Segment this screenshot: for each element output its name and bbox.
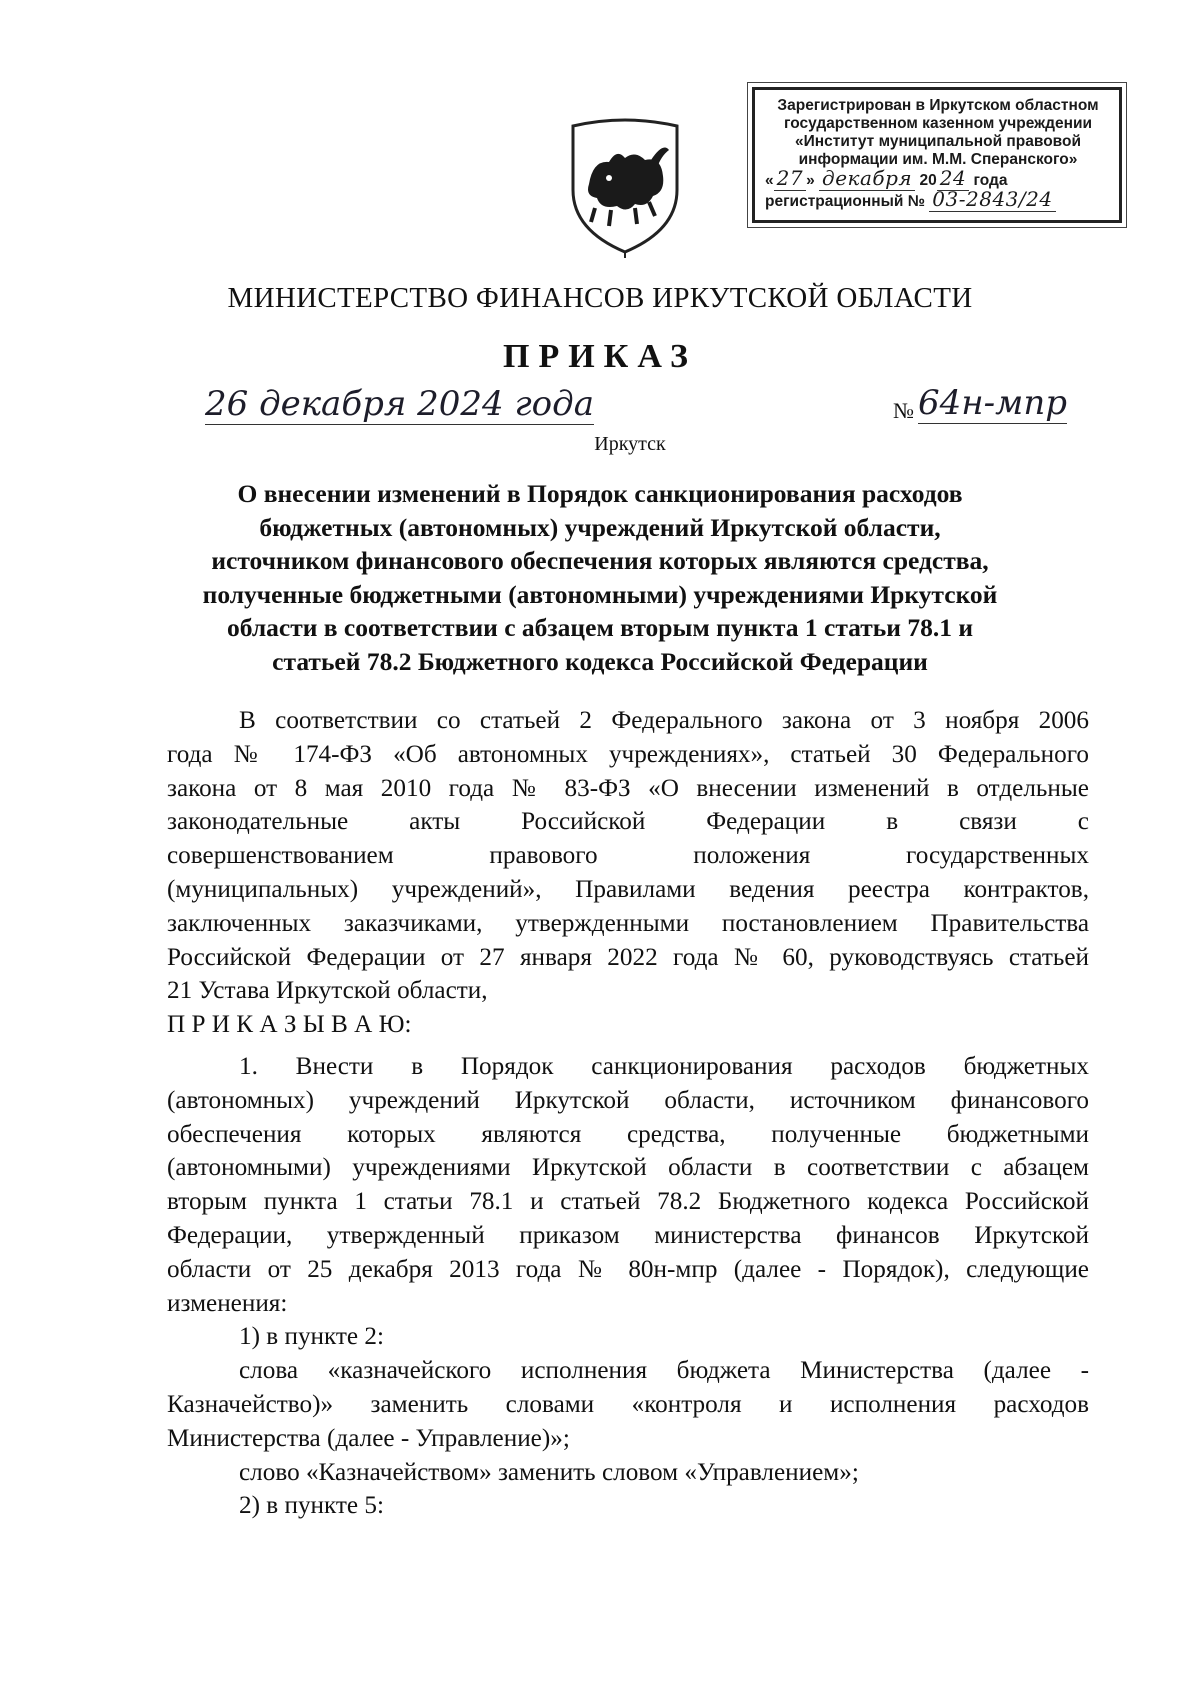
subitem-1-heading: 1) в пункте 2: [239,1323,385,1351]
preamble-line: совершенствованием правового положения государственных [167,842,1089,870]
item-1-line: 1. Внести в Порядок санкционирования расходов бюджетных [239,1053,1089,1080]
item-1-paragraph [167,1050,1089,1523]
subitem-1-line: слово «Казначейством» заменить словом «Управлением»; [239,1458,859,1486]
title-line: статьей 78.2 Бюджетного кодекса Российской Федерации [272,646,928,676]
registration-stamp [752,87,1122,223]
order-number-handwritten: 64н-мпр [918,383,1067,423]
item-1-line: вторым пункта 1 статьи 78.1 и статьей 78.2 Бюджетного кодекса Российской [167,1188,1089,1216]
item-1-line: Федерации, утвержденный приказом министерства финансов Иркутской [167,1221,1089,1249]
document-type: ПРИКАЗ [503,338,697,375]
title-line: области в соответствии с абзацем вторым пункта 1 статьи 78.1 и [226,613,974,642]
subitem-1-line: Казначейство)» заменить словами «контроля и исполнения расходов [167,1390,1089,1418]
stamp-reg-line [765,187,1111,211]
stamp-date-quote-open: « [765,172,774,189]
stamp-line: Зарегистрирован в Иркутском областном [777,97,1099,114]
stamp-date-day: 27 [774,166,806,191]
stamp-year-word: года [973,172,1008,189]
subitem-2-heading: 2) в пункте 5: [239,1492,385,1520]
coat-of-arms-emblem [565,112,685,260]
order-number-prefix: № [893,398,914,423]
preamble-line: (муниципальных) учреждений», Правилами ведения реестра контрактов, [167,875,1089,903]
subitem-1-line: слова «казначейского исполнения бюджета Министерства (далее - [239,1357,1089,1385]
stamp-date-quote-close: » [806,172,815,189]
stamp-line: «Институт муниципальной правовой [795,133,1081,150]
title-line: источником финансового обеспечения которых являются средства, [211,546,989,575]
title-line: О внесении изменений в Порядок санкционирования расходов [237,479,963,508]
city-name: Иркутск [594,433,666,455]
stamp-reg-label: регистрационный № [765,193,925,210]
preamble-line: законодательные акты Российской Федерации в связи с [167,808,1089,836]
item-1-line: изменения: [167,1289,288,1317]
ministry-name: МИНИСТЕРСТВО ФИНАНСОВ ИРКУТСКОЙ ОБЛАСТИ [227,282,973,314]
subitem-1-line: Министерства (далее - Управление)»; [167,1424,570,1452]
preamble-line: 21 Устава Иркутской области, [167,977,488,1005]
stamp-year-prefix: 20 [919,172,937,189]
order-word: П Р И К А З Ы В А Ю: [167,1011,412,1039]
preamble-line: заключенных заказчиками, утвержденными постановлением Правительства [167,909,1089,937]
order-date-handwritten: 26 декабря 2024 года [205,384,594,424]
item-1-line: обеспечения которых являются средства, полученные бюджетными [167,1120,1089,1148]
preamble-line: В соответствии со статьей 2 Федерального закона от 3 ноября 2006 [239,707,1089,734]
title-line: бюджетных (автономных) учреждений Иркутской области, [259,512,941,542]
item-1-line: области от 25 декабря 2013 года № 80н-мпр (далее - Порядок), следующие [167,1255,1089,1283]
title-line: полученные бюджетными (автономными) учреждениями Иркутской [202,579,998,609]
document-title [160,477,1040,678]
item-1-line: (автономными) учреждениями Иркутской области в соответствии с абзацем [167,1154,1089,1182]
stamp-year-suffix: 24 [937,166,969,191]
stamp-line: информации им. М.М. Сперанского» [798,151,1078,168]
preamble-line: года № 174-ФЗ «Об автономных учреждениях», статьей 30 Федерального [167,740,1089,768]
item-1-line: (автономных) учреждений Иркутской области, источником финансового [167,1086,1089,1114]
stamp-date-month: декабря [819,166,915,191]
preamble-line: Российской Федерации от 27 января 2022 года № 60, руководствуясь статьей [167,943,1089,971]
preamble-paragraph [167,704,1089,1042]
stamp-reg-number: 03-2843/24 [929,187,1055,212]
preamble-line: закона от 8 мая 2010 года № 83-ФЗ «О внесении изменений в отдельные [167,774,1089,802]
stamp-line: государственном казенном учреждении [783,115,1093,132]
